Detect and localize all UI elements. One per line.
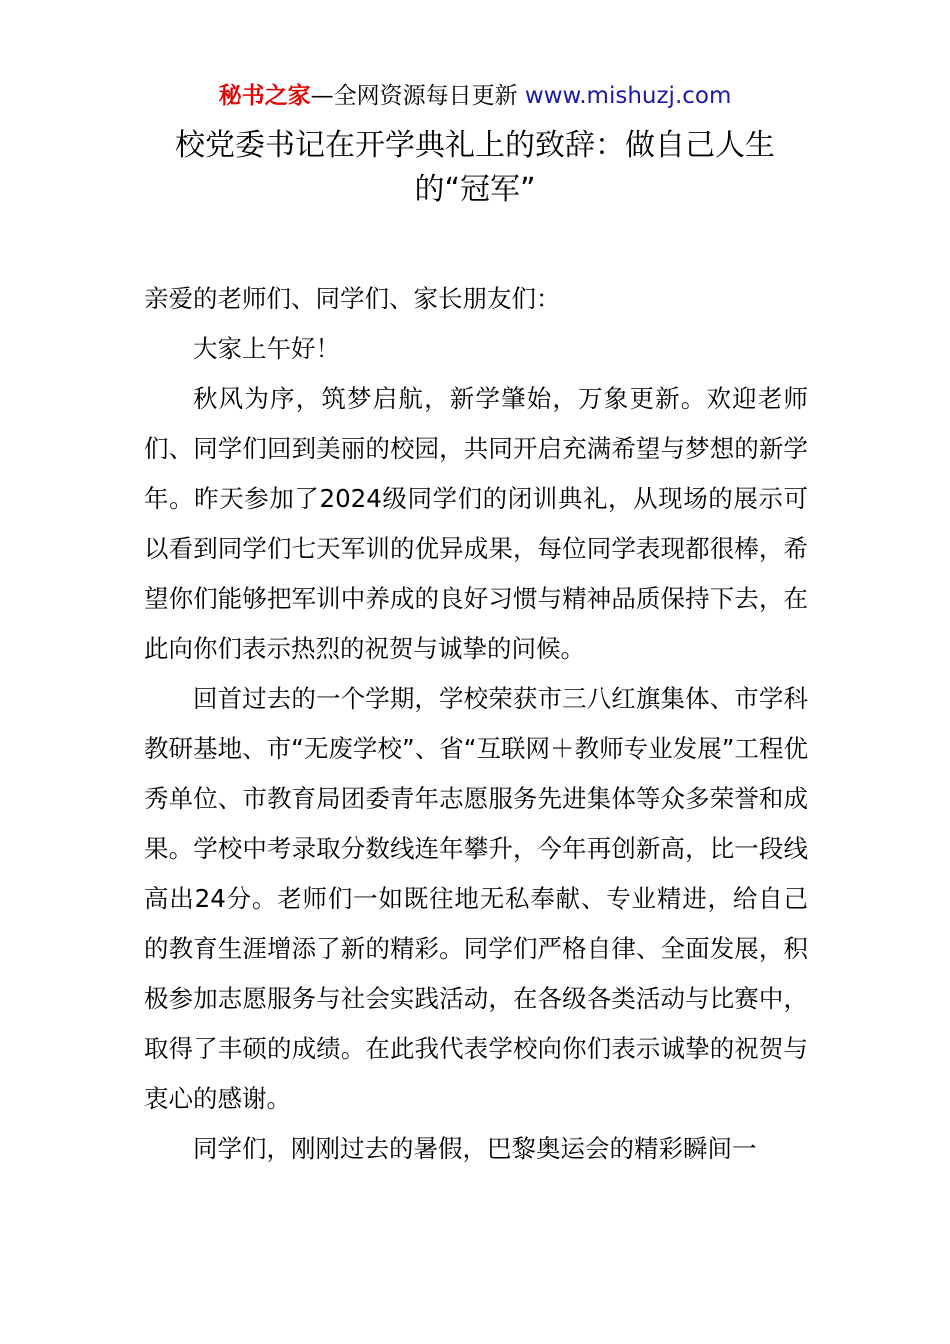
paragraph-olympics: 同学们，刚刚过去的暑假，巴黎奥运会的精彩瞬间一: [193, 1134, 757, 1163]
paragraph-greeting: 大家上午好！: [193, 334, 340, 363]
document-title-line-1: 校党委书记在开学典礼上的致辞：做自己人生: [175, 128, 775, 163]
document-body: [144, 274, 808, 1174]
salutation: 亲爱的老师们、同学们、家长朋友们：: [144, 284, 561, 313]
site-url-link[interactable]: www.mishuzj.com: [524, 83, 732, 109]
site-name: 秘书之家: [218, 83, 311, 109]
site-tagline: —全网资源每日更新: [310, 83, 518, 109]
site-header: [0, 80, 950, 112]
document-title: [140, 124, 810, 212]
document-title-line-2: 的“冠军”: [414, 172, 536, 207]
paragraph-achievements: 回首过去的一个学期，学校荣获市三八红旗集体、市学科教研基地、市“无废学校”、省“互联网＋教师专业发展”工程优秀单位、市教育局团委青年志愿服务先进集体等众多荣誉和成果。学校中考录取分数线连年攀升，今年再创新高，比一段线高出24分。老师们一如既往地无私奉献、专业精进，给自己的教育生涯增添了新的精彩。同学们严格自律、全面发展，积极参加志愿服务与社会实践活动，在各级各类活动与比赛中，取得了丰硕的成绩。在此我代表学校向你们表示诚挚的祝贺与衷心的感谢。: [144, 684, 808, 1113]
paragraph-welcome: 秋风为序，筑梦启航，新学肇始，万象更新。欢迎老师们、同学们回到美丽的校园，共同开启充满希望与梦想的新学年。昨天参加了2024级同学们的闭训典礼，从现场的展示可以看到同学们七天军训的优异成果，每位同学表现都很棒，希望你们能够把军训中养成的良好习惯与精神品质保持下去，在此向你们表示热烈的祝贺与诚挚的问候。: [144, 384, 808, 663]
